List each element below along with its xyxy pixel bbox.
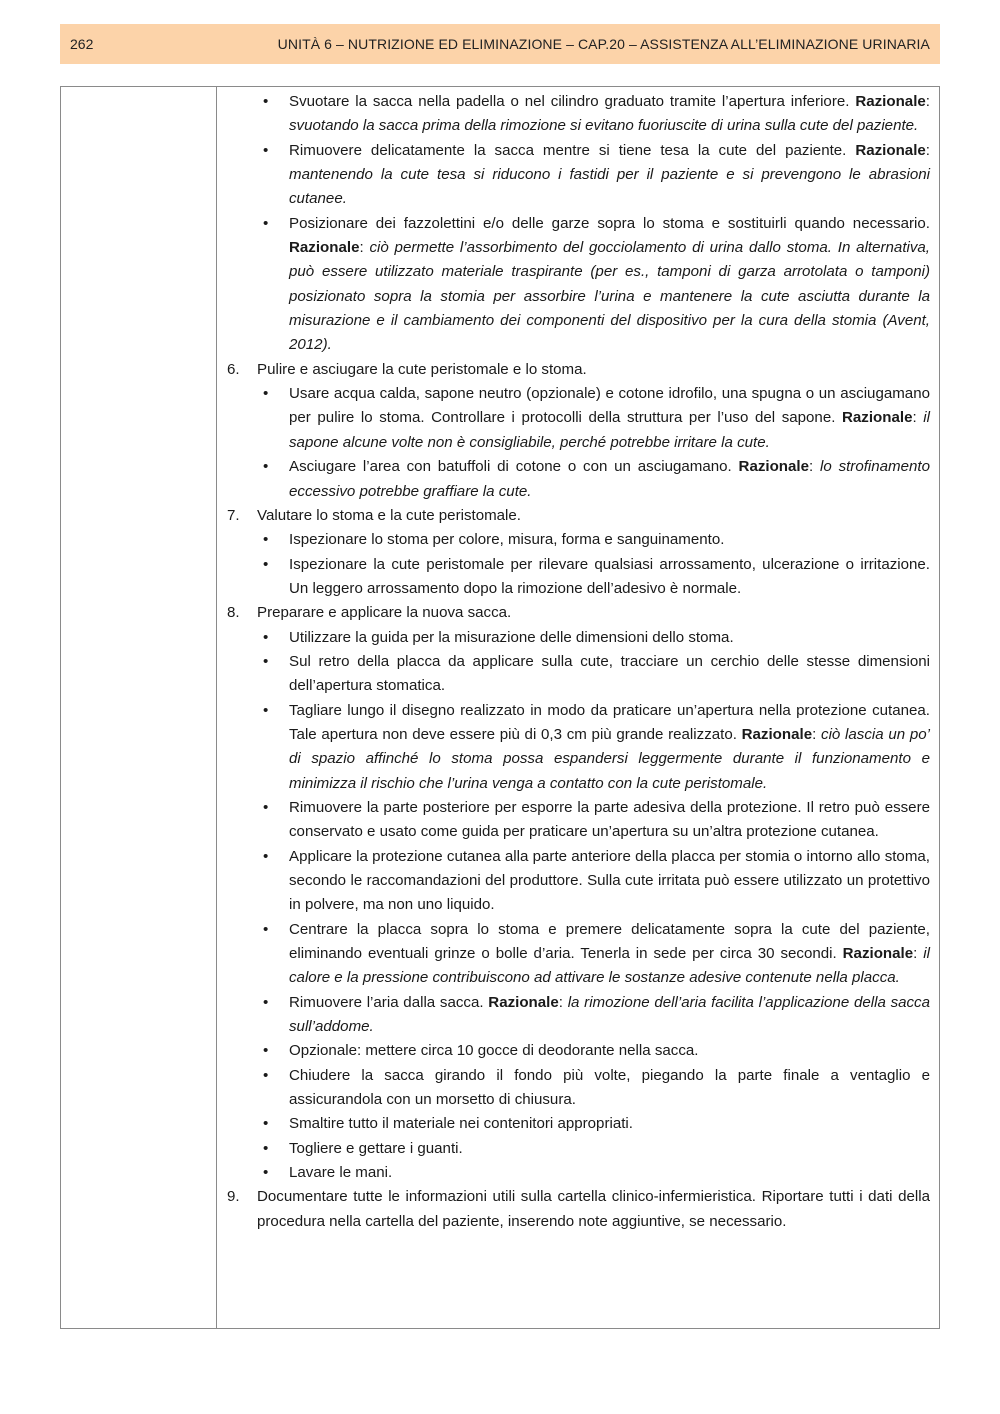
rationale-text: ciò permette l’assorbimento del gocciolamento di urina dallo stoma. In alternativa, può essere utilizzato materiale traspirante (per es., tamponi di garza arrotolata o tamponi) posizionato sopra la stomia per assorbire l’urina e mantenere la cute asciutta durante la misurazione e il cambiamento dei componenti del dispositivo per la cura della stomia (Avent, 2012).	[289, 239, 931, 354]
step-number: 7.	[227, 506, 240, 524]
bullet-text	[289, 626, 930, 650]
bullet-main-text: Ispezionare la cute peristomale per rilevare qualsiasi arrossamento, ulcerazione o irritazione. Un leggero arrossamento dopo la rimozione dell’adesivo è normale.	[289, 555, 930, 597]
rationale-label: Razionale	[741, 725, 813, 743]
bullet-dot: •	[263, 628, 269, 646]
bullet-text	[289, 796, 930, 845]
bullet-item	[227, 455, 930, 504]
bullet-dot: •	[263, 531, 269, 549]
procedure-table	[60, 86, 940, 1329]
bullet-dot: •	[263, 214, 269, 232]
bullet-item	[227, 918, 930, 991]
rationale-label: Razionale	[738, 458, 810, 476]
step-item	[227, 358, 930, 382]
bullet-item	[227, 528, 930, 552]
step-item	[227, 601, 930, 625]
bullet-main-text: Rimuovere l’aria dalla sacca.	[289, 993, 484, 1011]
bullet-dot: •	[263, 1042, 269, 1060]
rationale-label: Razionale	[488, 993, 559, 1011]
step-text: Documentare tutte le informazioni utili sulla cartella clinico-infermieristica. Riportare tutti i dati della procedura nella cartella del paziente, inserendo note aggiuntive, se necessario.	[257, 1188, 930, 1230]
rationale-text: la rimozione dell’aria facilita l’applicazione della sacca sull’addome.	[289, 993, 930, 1036]
bullet-text	[289, 845, 930, 918]
bullet-main-text: Tagliare lungo il disegno realizzato in modo da praticare un’apertura nella protezione cutanea. Tale apertura non deve essere più di 0,3 cm più grande realizzato.	[289, 701, 930, 743]
rationale-label: Razionale	[842, 945, 914, 963]
bullet-dot: •	[263, 798, 269, 816]
bullet-text: Asciugare l’area con batuffoli di cotone o con un asciugamano. Razionale: lo strofinamento eccessivo potrebbe graffiare la cute.	[289, 458, 931, 500]
bullet-main-text: Asciugare l’area con batuffoli di cotone o con un asciugamano.	[289, 458, 732, 476]
bullet-item	[227, 650, 930, 699]
bullet-main-text: Rimuovere delicatamente la sacca mentre si tiene tesa la cute del paziente.	[289, 141, 847, 159]
bullet-text	[289, 1039, 930, 1063]
bullet-dot: •	[263, 1066, 269, 1084]
bullet-item	[227, 212, 930, 358]
bullet-main-text: Posizionare dei fazzolettini e/o delle garze sopra lo stoma e sostituirli quando necessario.	[289, 214, 930, 232]
bullet-dot: •	[263, 385, 269, 403]
step-item	[227, 1185, 930, 1234]
bullet-text: Usare acqua calda, sapone neutro (opzionale) e cotone idrofilo, una spugna o un asciugamano per pulire lo stoma. Controllare i protocolli della struttura per l’uso del sapone. Razionale: il sapone alcune volte non è consigliabile, perché potrebbe irritare la cute.	[289, 385, 930, 451]
bullet-main-text: Applicare la protezione cutanea alla parte anteriore della placca per stomia o intorno allo stoma, secondo le raccomandazioni del produttore. Sulla cute irritata può essere utilizzato un protettivo in polvere, ma non uno liquido.	[289, 847, 930, 914]
bullet-item	[227, 1039, 930, 1063]
bullet-dot: •	[263, 1139, 269, 1157]
bullet-item	[227, 991, 930, 1040]
rationale-label: Razionale	[855, 93, 926, 110]
bullet-main-text: Svuotare la sacca nella padella o nel cilindro graduato tramite l’apertura inferiore.	[289, 93, 850, 110]
bullet-main-text: Sul retro della placca da applicare sulla cute, tracciare un cerchio delle stesse dimensioni dell’apertura stomatica.	[289, 652, 930, 695]
bullet-text: Posizionare dei fazzolettini e/o delle garze sopra lo stoma e sostituirli quando necessario. Razionale: ciò permette l’assorbimento del gocciolamento di urina dallo stoma. In alternativa, può essere utilizzato materiale traspirante (per es., tamponi di garza arrotolata o tamponi) posizionato sopra la stomia per assorbire l’urina e mantenere la cute asciutta durante la misurazione e il cambiamento dei componenti del dispositivo per la cura della stomia (Avent, 2012).	[289, 214, 931, 354]
step-text: Valutare lo stoma e la cute peristomale.	[257, 506, 521, 524]
bullet-text	[289, 528, 930, 552]
bullet-dot: •	[263, 652, 269, 670]
bullet-dot: •	[263, 458, 269, 476]
bullet-main-text: Lavare le mani.	[289, 1164, 393, 1182]
bullet-main-text: Opzionale: mettere circa 10 gocce di deodorante nella sacca.	[289, 1042, 699, 1060]
bullet-item	[227, 90, 930, 139]
rationale-text: ciò lascia un po’ di spazio affinché lo stoma possa espandersi leggermente durante il funzionamento e minimizza il rischio che l’urina venga a contatto con la cute peristomale.	[289, 725, 930, 792]
bullet-text	[289, 553, 930, 602]
bullet-text: Tagliare lungo il disegno realizzato in modo da praticare un’apertura nella protezione cutanea. Tale apertura non deve essere più di 0,3 cm più grande realizzato. Razionale: ciò lascia un po’ di spazio affinché lo stoma possa espandersi leggermente durante il funzionamento e minimizza il rischio che l’urina venga a contatto con la cute peristomale.	[289, 701, 930, 792]
rationale-text: svuotando la sacca prima della rimozione si evitano fuoriuscite di urina sulla cute del paziente.	[289, 117, 919, 135]
bullet-main-text: Togliere e gettare i guanti.	[289, 1139, 463, 1157]
bullet-dot: •	[263, 847, 269, 865]
step-item	[227, 504, 930, 528]
bullet-main-text: Ispezionare lo stoma per colore, misura, forma e sanguinamento.	[289, 531, 725, 549]
page-number: 262	[70, 36, 94, 52]
bullet-dot: •	[263, 920, 269, 938]
bullet-item	[227, 845, 930, 918]
bullet-dot: •	[263, 1115, 269, 1133]
bullet-text: Rimuovere l’aria dalla sacca. Razionale: la rimozione dell’aria facilita l’applicazione della sacca sull’addome.	[289, 993, 930, 1036]
bullet-dot: •	[263, 701, 269, 719]
bullet-text	[289, 1064, 930, 1113]
bullet-item	[227, 382, 930, 455]
table-left-column	[61, 87, 217, 1328]
bullet-main-text: Smaltire tutto il materiale nei contenitori appropriati.	[289, 1115, 633, 1133]
rationale-label: Razionale	[289, 239, 360, 257]
bullet-item	[227, 1161, 930, 1185]
bullet-item	[227, 139, 930, 212]
rationale-label: Razionale	[842, 409, 913, 427]
bullet-main-text: Rimuovere la parte posteriore per esporre la parte adesiva della protezione. Il retro può essere conservato e usato come guida per praticare un’apertura su un’altra protezione cutanea.	[289, 798, 930, 841]
step-number: 8.	[227, 604, 240, 622]
bullet-dot: •	[263, 141, 269, 159]
bullet-text	[289, 1137, 930, 1161]
bullet-item	[227, 1137, 930, 1161]
bullet-item	[227, 1064, 930, 1113]
rationale-text: mantenendo la cute tesa si riducono i fastidi per il paziente e si prevengono le abrasioni cutanee.	[289, 166, 930, 208]
rationale-label: Razionale	[855, 141, 926, 159]
bullet-dot: •	[263, 555, 269, 573]
step-number: 6.	[227, 360, 240, 378]
bullet-item	[227, 553, 930, 602]
bullet-dot: •	[263, 993, 269, 1011]
rationale-text: lo strofinamento eccessivo potrebbe graffiare la cute.	[289, 458, 931, 500]
step-text: Preparare e applicare la nuova sacca.	[257, 604, 512, 622]
bullet-text	[289, 1161, 930, 1185]
page-header	[60, 24, 940, 64]
bullet-text	[289, 650, 930, 699]
bullet-item	[227, 699, 930, 796]
bullet-text: Rimuovere delicatamente la sacca mentre si tiene tesa la cute del paziente. Razionale: mantenendo la cute tesa si riducono i fastidi per il paziente e si prevengono le abrasioni cutanee.	[289, 141, 930, 208]
bullet-text	[289, 1112, 930, 1136]
rationale-text: il sapone alcune volte non è consigliabile, perché potrebbe irritare la cute.	[289, 409, 930, 451]
bullet-main-text: Usare acqua calda, sapone neutro (opzionale) e cotone idrofilo, una spugna o un asciugamano per pulire lo stoma. Controllare i protocolli della struttura per l’uso del sapone.	[289, 385, 930, 427]
bullet-item	[227, 626, 930, 650]
step-text: Pulire e asciugare la cute peristomale e lo stoma.	[257, 360, 587, 378]
bullet-main-text: Centrare la placca sopra lo stoma e premere delicatamente sopra la cute del paziente, eliminando eventuali grinze o bolle d’aria. Tenerla in sede per circa 30 secondi.	[289, 920, 930, 963]
bullet-item	[227, 1112, 930, 1136]
bullet-text: Centrare la placca sopra lo stoma e premere delicatamente sopra la cute del paziente, eliminando eventuali grinze o bolle d’aria. Tenerla in sede per circa 30 secondi. Razionale: il calore e la pressione contribuiscono ad attivare le sostanze adesive contenute nella placca.	[289, 920, 930, 987]
bullet-item	[227, 796, 930, 845]
rationale-text: il calore e la pressione contribuiscono ad attivare le sostanze adesive contenute nella placca.	[289, 945, 930, 987]
bullet-text: Svuotare la sacca nella padella o nel cilindro graduato tramite l’apertura inferiore. Razionale: svuotando la sacca prima della rimozione si evitano fuoriuscite di urina sulla cute del paziente.	[289, 93, 930, 135]
bullet-main-text: Utilizzare la guida per la misurazione delle dimensioni dello stoma.	[289, 628, 734, 646]
step-number: 9.	[227, 1188, 240, 1206]
procedure-steps	[217, 87, 939, 1328]
running-title: UNITÀ 6 – NUTRIZIONE ED ELIMINAZIONE – CAP.20 – ASSISTENZA ALL’ELIMINAZIONE URINARIA	[277, 36, 930, 52]
bullet-dot: •	[263, 93, 269, 110]
bullet-main-text: Chiudere la sacca girando il fondo più volte, piegando la parte finale a ventaglio e assicurandola con un morsetto di chiusura.	[289, 1066, 930, 1109]
bullet-dot: •	[263, 1164, 269, 1182]
